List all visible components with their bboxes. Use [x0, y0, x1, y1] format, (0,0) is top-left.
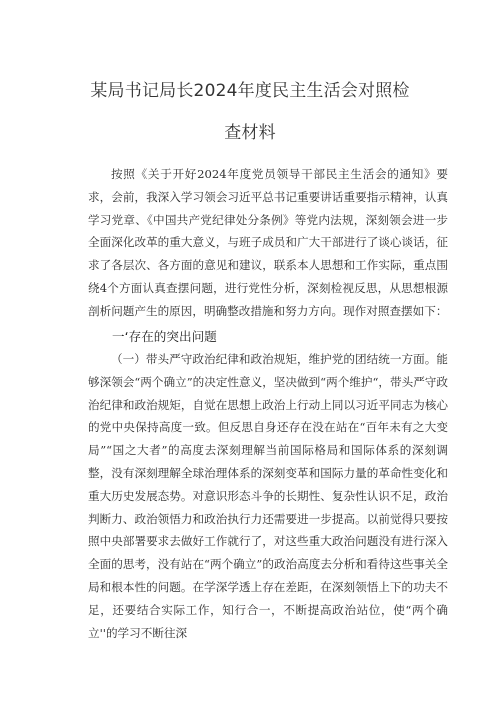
section-paragraph: （一）带头严守政治纪律和政治规矩，维护党的团结统一方面。能够深领会“两个确立”的决定性意义，坚决做到“两个维护“，带头严守政治纪律和政治规矩，自觉在思想上政治上行动上同以习近平同志为核心的党中央保持高度一致。但反思自身还存在没在站在“百年未有之大变局”“国之大者”的高度去深刻理解当前国际格局和国际体系的深刻调整，没有深刻理解全球治理体系的深刻变革和国际力量的革命性变化和重大历史发展态势。对意识形态斗争的长期性、复杂性认识不足，政治判断力、政治领悟力和政治执行力还需要进一步提高。以前觉得只要按照中央部署要求去做好工作就行了，对这些重大政治问题没有进行深入全面的思考，没有站在“两个确立”的政治高度去分析和看待这些事关全局和根本性的问题。在学深学透上存在差距，在深刻领悟上下的功夫不足，还要结合实际工作，知行合一，不断提高政治站位，使“两个确立''的学习不断往深 [88, 352, 448, 640]
document-title-line1: 某局书记局长2024年度民主生活会对照检 [90, 81, 410, 101]
section-heading: 一‘存在的突出问题 [112, 329, 217, 344]
document-title-line2: 查材料 [224, 123, 276, 143]
intro-paragraph: 按照《关于开好2024年度党员领导干部民主生活会的通知》要求，会前，我深入学习领会习近平总书记重要讲话重要指示精神，认真学习党章、《中国共产党纪律处分条例》等党内法规，深刻领会进一步全面深化改革的重大意义，与班子成员和广大干部进行了谈心谈话，征求了各层次、各方面的意见和建议，联系本人思想和工作实际，重点围绕4个方面认真查摆问题，进行党性分析，深刻检视反思，从思想根源剖析问题产生的原因，明确整改措施和努力方向。现作对照查摆如下： [88, 167, 448, 318]
